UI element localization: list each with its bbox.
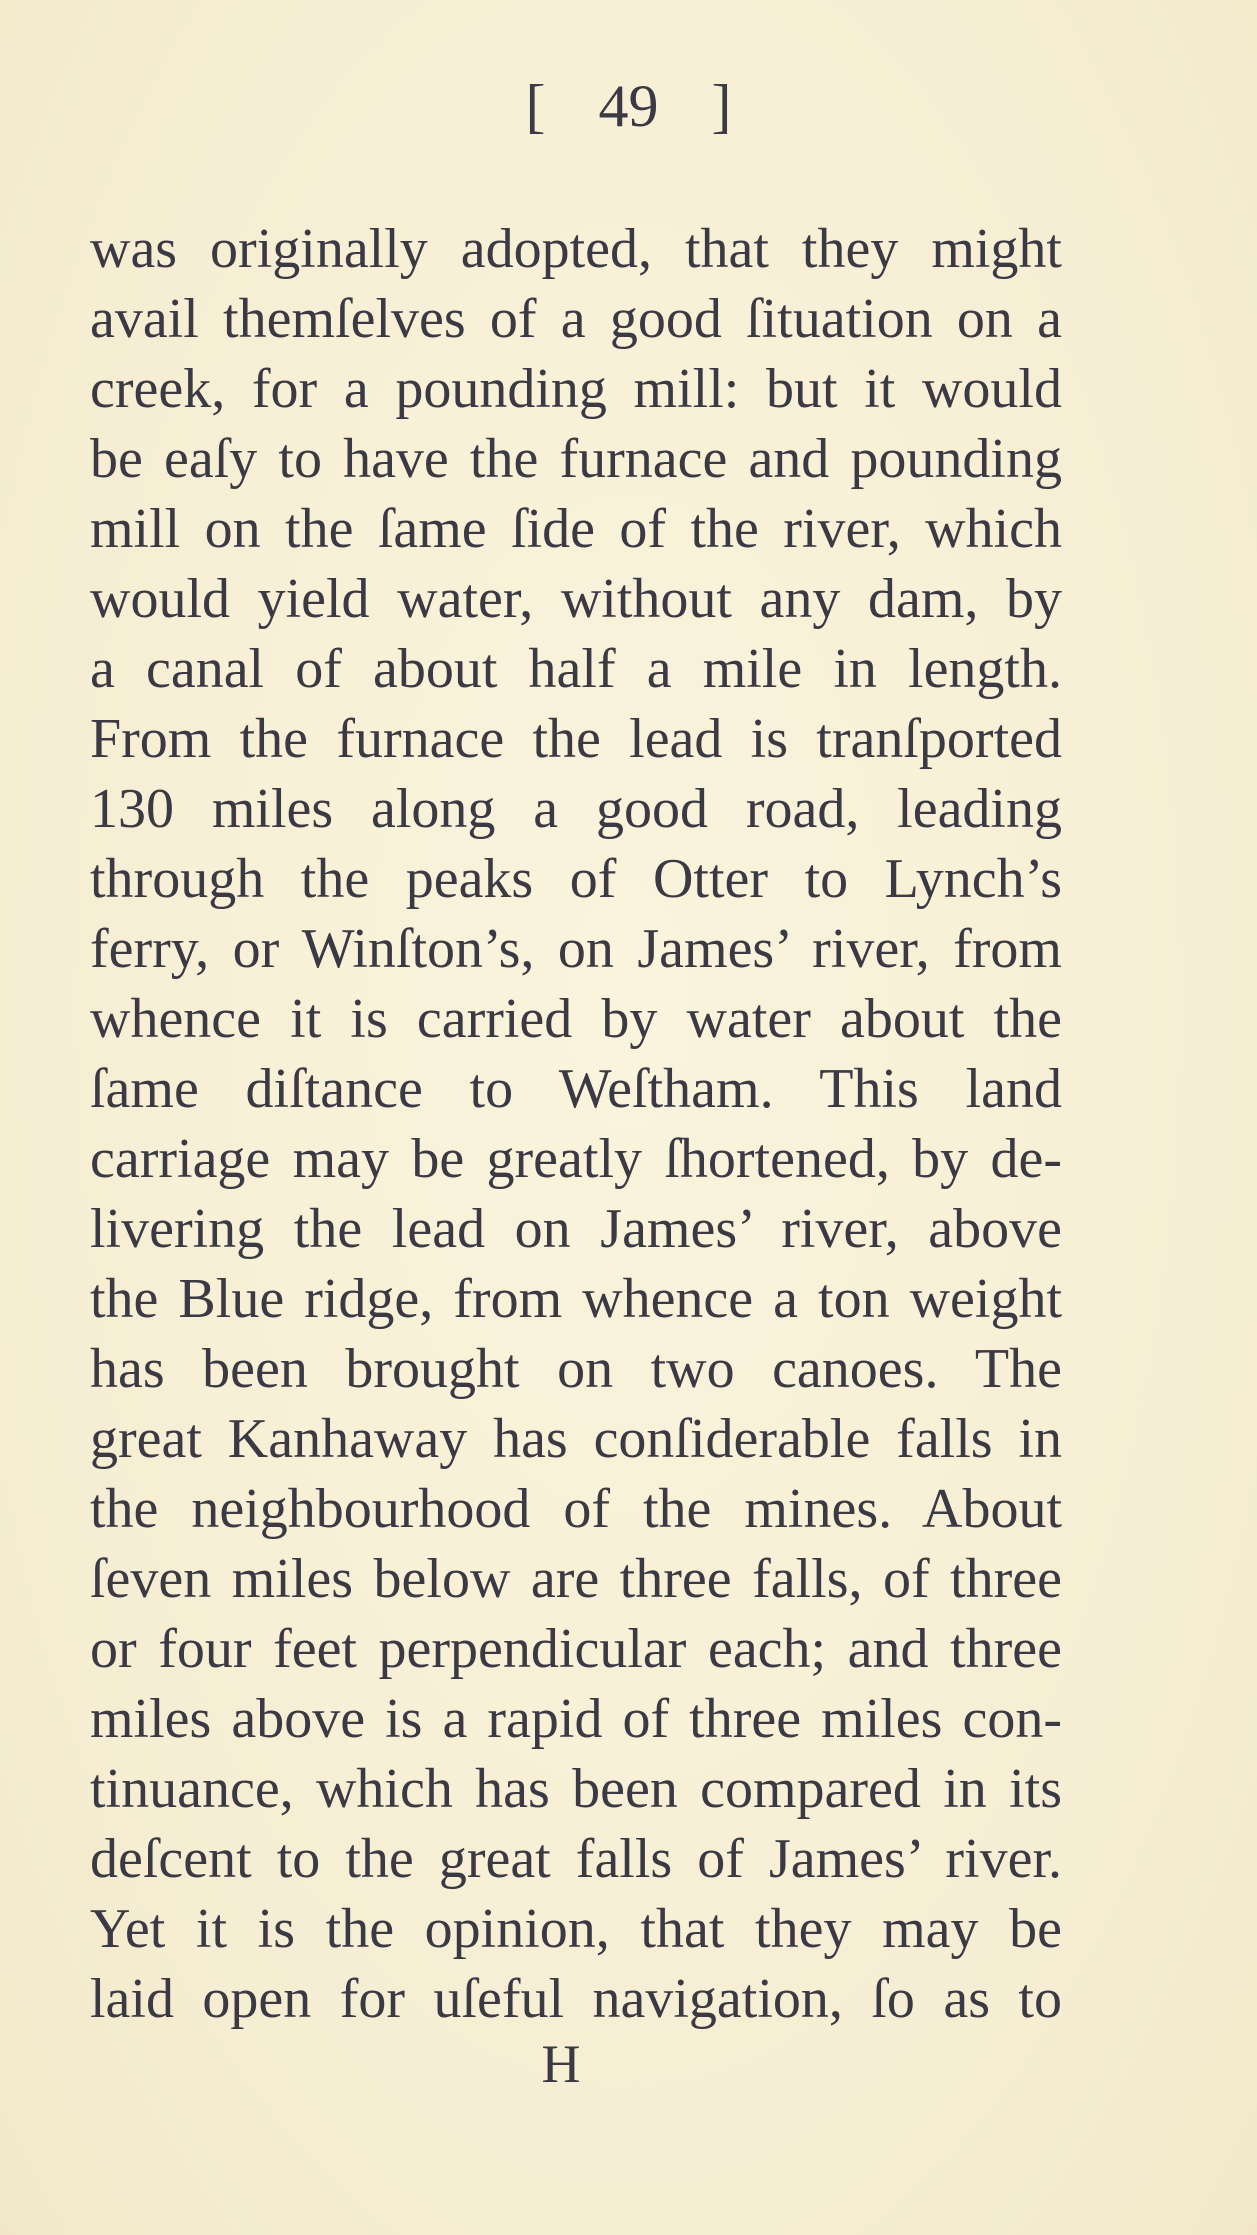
text-line xyxy=(90,984,1062,1054)
text-line-content: has been brought on two canoes. The xyxy=(90,1338,1062,1401)
text-line-content: through the peaks of Otter to Lynch’s xyxy=(90,848,1062,911)
text-line xyxy=(90,1264,1062,1334)
text-line xyxy=(90,1614,1062,1684)
text-line-content: avail themſelves of a good ſituation on a xyxy=(90,288,1062,351)
text-line-content: was originally adopted, that they might xyxy=(90,218,1062,281)
text-line-content: 130 miles along a good road, leading xyxy=(90,778,1062,841)
text-line xyxy=(90,1124,1062,1194)
text-line xyxy=(90,1684,1062,1754)
text-line xyxy=(90,1754,1062,1824)
text-line-content: carriage may be greatly ſhortened, by de- xyxy=(90,1128,1062,1191)
page-body-text xyxy=(90,214,1062,2034)
text-line xyxy=(90,1404,1062,1474)
text-line xyxy=(90,844,1062,914)
text-line-content: mill on the ſame ſide of the river, which xyxy=(90,498,1062,561)
text-line-content: laid open for uſeful navigation, ſo as to xyxy=(90,1968,1062,2031)
text-line xyxy=(90,1544,1062,1614)
text-line xyxy=(90,1894,1062,1964)
text-line-content: ferry, or Winſton’s, on James’ river, from xyxy=(90,918,1062,981)
text-line xyxy=(90,1194,1062,1264)
text-line xyxy=(90,354,1062,424)
text-line xyxy=(90,424,1062,494)
text-line xyxy=(90,704,1062,774)
text-line xyxy=(90,494,1062,564)
text-line-content: ſame diſtance to Weſtham. This land xyxy=(90,1058,1062,1121)
text-line-content: the Blue ridge, from whence a ton weight xyxy=(90,1268,1062,1331)
text-line-content: would yield water, without any dam, by xyxy=(90,568,1062,631)
signature-mark: H xyxy=(541,2034,581,2094)
text-line xyxy=(90,1054,1062,1124)
text-line-content: tinuance, which has been compared in its xyxy=(90,1758,1062,1821)
page-number-header: [ 49 ] xyxy=(525,73,732,139)
text-line xyxy=(90,914,1062,984)
text-line-content: From the furnace the lead is tranſported xyxy=(90,708,1062,771)
text-line xyxy=(90,1334,1062,1404)
text-line-content: Yet it is the opinion, that they may be xyxy=(90,1898,1062,1961)
text-line-content: or four feet perpendicular each; and three xyxy=(90,1618,1062,1681)
text-line xyxy=(90,1824,1062,1894)
text-line-content: deſcent to the great falls of James’ river. xyxy=(90,1828,1062,1891)
text-line xyxy=(90,634,1062,704)
text-line xyxy=(90,284,1062,354)
text-line-content: creek, for a pounding mill: but it would xyxy=(90,358,1062,421)
text-line xyxy=(90,564,1062,634)
text-line-content: great Kanhaway has conſiderable falls in xyxy=(90,1408,1062,1471)
text-line xyxy=(90,1474,1062,1544)
text-line xyxy=(90,774,1062,844)
text-line-content: ſeven miles below are three falls, of three xyxy=(90,1548,1062,1611)
text-line xyxy=(90,214,1062,284)
text-line-content: the neighbourhood of the mines. About xyxy=(90,1478,1062,1541)
text-line-content: livering the lead on James’ river, above xyxy=(90,1198,1062,1261)
text-line xyxy=(90,1964,1062,2034)
text-line-content: miles above is a rapid of three miles con- xyxy=(90,1688,1062,1751)
text-line-content: be eaſy to have the furnace and pounding xyxy=(90,428,1062,491)
text-line-content: a canal of about half a mile in length. xyxy=(90,638,1062,701)
text-line-content: whence it is carried by water about the xyxy=(90,988,1062,1051)
